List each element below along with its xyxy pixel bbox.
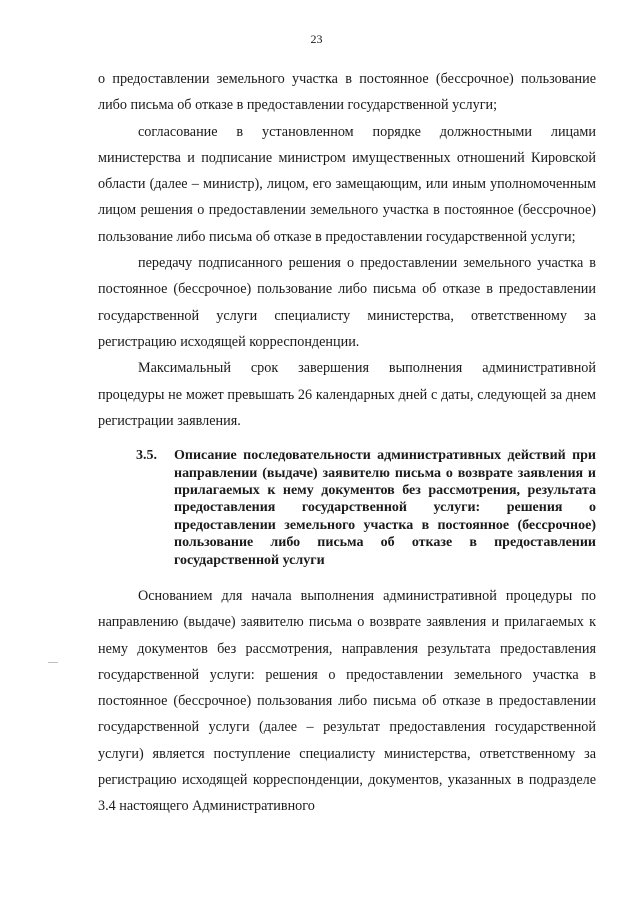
page-number: 23 <box>310 32 323 46</box>
section-title: Описание последовательности административных действий при направлении (выдаче) заявителю письма о возврате заявления и прилагаемых к нему документов без рассмотрения, результата предоставления государственной услуги: решения о предоставлении земельного участка в постоянное (бессрочное) пользование либо письма об отказе в предоставлении государственной услуги <box>174 448 596 568</box>
paragraph-approval: согласование в установленном порядке должностными лицами министерства и подписание министром имущественных отношений Кировской области (далее – министр), лицом, его замещающим, или иным уполномоченным лицом решения о предоставлении земельного участка в постоянное (бессрочное) пользование либо письма об отказе в предоставлении государственной услуги; <box>98 123 596 245</box>
paragraph-basis: Основанием для начала выполнения административной процедуры по направлению (выдаче) заявителю письма о возврате заявления и прилагаемых к нему документов без рассмотрения, направления результата предоставления государственной услуги: решения о предоставлении земельного участка в постоянное (бессрочное) пользования либо письма об отказе в предоставлении государственной услуги (далее – результат предоставления государственной услуги) является поступление специалисту министерства, ответственному за регистрацию исходящей корреспонденции, документов, указанных в подразделе 3.4 настоящего Административного <box>98 588 596 815</box>
paragraph-max-term: Максимальный срок завершения выполнения административной процедуры не может превышать 26 календарных дней с даты, следующей за днем регистрации заявления. <box>98 360 596 429</box>
section-heading <box>98 447 596 569</box>
section-number: 3.5. <box>136 448 157 464</box>
document-body <box>98 66 596 820</box>
paragraph-transfer: передачу подписанного решения о предоставлении земельного участка в постоянное (бессрочное) пользование либо письма об отказе в предоставлении государственной услуги специалисту министерства, ответственному за регистрацию исходящей корреспонденции. <box>98 255 596 350</box>
margin-scan-mark <box>48 662 58 663</box>
paragraph-continuation: о предоставлении земельного участка в постоянное (бессрочное) пользование либо письма об отказе в предоставлении государственной услуги; <box>98 71 596 114</box>
